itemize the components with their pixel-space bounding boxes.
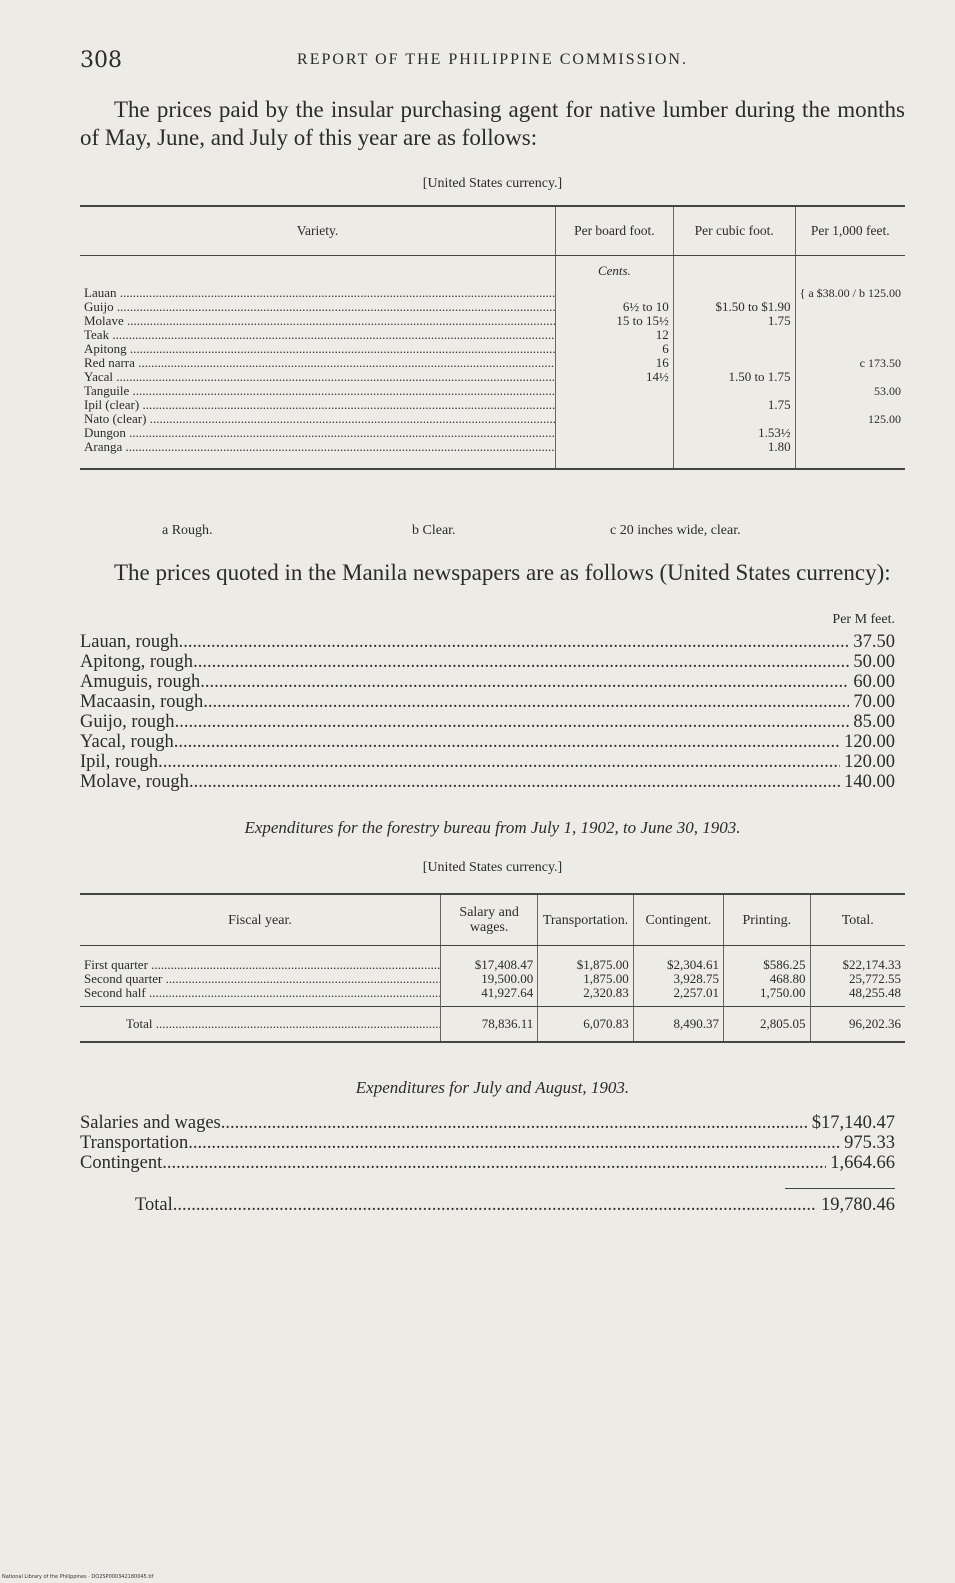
item-name: Guijo, rough [80, 712, 175, 732]
leader-dots [162, 1153, 826, 1173]
total-row [80, 1007, 905, 1043]
expenditures-caption: Expenditures for the forestry bureau from July 1, 1902, to June 30, 1903. [244, 818, 741, 837]
list-item [80, 692, 895, 712]
amount-cell: 25,772.55 [810, 972, 905, 986]
table-end-row [80, 454, 905, 469]
amount-cell: $17,408.47 [441, 958, 538, 972]
page-number: 308 [80, 48, 122, 73]
end-cell [556, 454, 674, 469]
variety-cell: Ipil (clear) ..... [80, 398, 556, 412]
list-item [80, 1133, 895, 1153]
fiscal-period-cell: Second half ..... [80, 986, 441, 1000]
table-row [80, 972, 905, 986]
exp-col-header: Printing. [724, 894, 811, 946]
per-thousand-cell [795, 426, 905, 440]
expenditures-table [80, 893, 905, 1043]
variety-cell: Dungon ..... [80, 426, 556, 440]
variety-cell: Nato (clear) ..... [80, 412, 556, 426]
expenditures-currency-note: [United States currency.] [422, 860, 563, 875]
col-variety: Variety. [80, 206, 556, 256]
item-name: Contingent [80, 1153, 163, 1173]
july-august-total [135, 1195, 895, 1215]
item-value: 60.00 [853, 672, 895, 692]
total-amount-cell: 78,836.11 [441, 1007, 538, 1043]
board-foot-cell [556, 286, 674, 300]
unit-blank [795, 256, 905, 287]
per-thousand-cell [795, 370, 905, 384]
variety-cell: Lauan ..... [80, 286, 556, 300]
table-row [80, 958, 905, 972]
variety-cell: Yacal ..... [80, 370, 556, 384]
leader-dots [174, 732, 840, 752]
cubic-foot-cell: 1.50 to 1.75 [673, 370, 795, 384]
list-item [80, 732, 895, 752]
total-row [135, 1195, 895, 1215]
cubic-foot-cell: $1.50 to $1.90 [673, 300, 795, 314]
variety-cell: Teak ..... [80, 328, 556, 342]
total-label: Total [135, 1195, 173, 1215]
item-value: 120.00 [844, 732, 895, 752]
per-thousand-cell: c 173.50 [795, 356, 905, 370]
cubic-foot-cell [673, 412, 795, 426]
item-value: 120.00 [844, 752, 895, 772]
list-item [80, 712, 895, 732]
unit-blank [673, 256, 795, 287]
list-item [80, 772, 895, 792]
board-foot-cell [556, 384, 674, 398]
per-thousand-cell [795, 300, 905, 314]
item-value: 85.00 [853, 712, 895, 732]
table-row [80, 398, 905, 412]
leader-dots [173, 1195, 817, 1215]
exp-col-header: Salary and wages. [441, 894, 538, 946]
amount-cell: 1,875.00 [538, 972, 633, 986]
newspaper-price-list [80, 632, 895, 792]
per-thousand-cell [795, 314, 905, 328]
table-row [80, 370, 905, 384]
list-item [80, 752, 895, 772]
cubic-foot-cell [673, 286, 795, 300]
item-value: 1,664.66 [830, 1153, 895, 1173]
sum-rule [785, 1188, 895, 1189]
cubic-foot-cell: 1.75 [673, 398, 795, 412]
total-value: 19,780.46 [821, 1195, 895, 1215]
per-thousand-cell: 53.00 [795, 384, 905, 398]
exp-col-header: Transportation. [538, 894, 633, 946]
total-amount-cell: 2,805.05 [724, 1007, 811, 1043]
spacer-cell [80, 946, 441, 959]
cubic-foot-cell: 1.53½ [673, 426, 795, 440]
variety-cell: Aranga ..... [80, 440, 556, 454]
table-row [80, 286, 905, 300]
exp-col-header: Total. [810, 894, 905, 946]
variety-cell: Guijo ..... [80, 300, 556, 314]
july-august-list [80, 1113, 895, 1173]
cubic-foot-cell: 1.75 [673, 314, 795, 328]
cubic-foot-cell [673, 356, 795, 370]
board-foot-cell [556, 426, 674, 440]
board-foot-cell [556, 440, 674, 454]
amount-cell: 468.80 [724, 972, 811, 986]
footnote-b: b Clear. [412, 523, 456, 538]
list-item [80, 1113, 895, 1133]
end-cell [795, 454, 905, 469]
table-row [80, 384, 905, 398]
total-amount-cell: 6,070.83 [538, 1007, 633, 1043]
list-item [80, 652, 895, 672]
variety-cell: Apitong ..... [80, 342, 556, 356]
intro-paragraph: The prices paid by the insular purchasing agent for native lumber during the months of May, June, and July of this year are as follows: [80, 97, 905, 150]
table-row [80, 356, 905, 370]
fiscal-period-cell: Second quarter ..... [80, 972, 441, 986]
table-row [80, 440, 905, 454]
amount-cell: 19,500.00 [441, 972, 538, 986]
table-row [80, 328, 905, 342]
exp-col-header: Fiscal year. [80, 894, 441, 946]
cubic-foot-cell: 1.80 [673, 440, 795, 454]
item-value: 50.00 [853, 652, 895, 672]
item-value: 70.00 [853, 692, 895, 712]
amount-cell: $22,174.33 [810, 958, 905, 972]
cubic-foot-cell [673, 342, 795, 356]
amount-cell: 48,255.48 [810, 986, 905, 1000]
leader-dots [221, 1113, 808, 1133]
total-amount-cell: 96,202.36 [810, 1007, 905, 1043]
per-thousand-cell: { a $38.00 / b 125.00 [795, 286, 905, 300]
leader-dots [175, 712, 850, 732]
board-foot-cell: 14½ [556, 370, 674, 384]
col-per-thousand: Per 1,000 feet. [795, 206, 905, 256]
variety-cell: Red narra ..... [80, 356, 556, 370]
table-row [80, 342, 905, 356]
amount-cell: $586.25 [724, 958, 811, 972]
board-foot-cell: 6 [556, 342, 674, 356]
per-thousand-cell [795, 440, 905, 454]
cents-label: Cents. [556, 256, 674, 287]
leader-dots [179, 632, 850, 652]
board-foot-cell: 6½ to 10 [556, 300, 674, 314]
report-title: REPORT OF THE PHILIPPINE COMMISSION. [297, 51, 688, 68]
leader-dots [188, 1133, 840, 1153]
col-cubic-foot: Per cubic foot. [673, 206, 795, 256]
table-row [80, 426, 905, 440]
board-foot-cell [556, 398, 674, 412]
footnote-a: a Rough. [162, 523, 213, 538]
board-foot-cell [556, 412, 674, 426]
per-m-feet-label: Per M feet. [832, 612, 895, 627]
lumber-price-table [80, 205, 905, 470]
col-board-foot: Per board foot. [556, 206, 674, 256]
cubic-foot-cell [673, 384, 795, 398]
amount-cell: 2,320.83 [538, 986, 633, 1000]
total-label-cell: Total ..... [80, 1007, 441, 1043]
board-foot-cell: 12 [556, 328, 674, 342]
item-name: Yacal, rough [80, 732, 174, 752]
leader-dots [189, 772, 840, 792]
running-header [80, 48, 905, 78]
variety-cell: Tanguile ..... [80, 384, 556, 398]
item-value: 975.33 [844, 1133, 895, 1153]
leader-dots [158, 752, 840, 772]
amount-cell: 3,928.75 [633, 972, 723, 986]
currency-note: [United States currency.] [422, 176, 563, 191]
fiscal-period-cell: First quarter ..... [80, 958, 441, 972]
cubic-foot-cell [673, 328, 795, 342]
per-thousand-cell [795, 328, 905, 342]
amount-cell: 41,927.64 [441, 986, 538, 1000]
amount-cell: 2,257.01 [633, 986, 723, 1000]
list-item [80, 1153, 895, 1173]
end-cell [673, 454, 795, 469]
amount-cell: $2,304.61 [633, 958, 723, 972]
end-cell [80, 454, 556, 469]
item-value: 140.00 [844, 772, 895, 792]
total-amount-cell: 8,490.37 [633, 1007, 723, 1043]
leader-dots [203, 692, 849, 712]
item-name: Apitong, rough [80, 652, 194, 672]
list-item [80, 632, 895, 652]
per-thousand-cell: 125.00 [795, 412, 905, 426]
item-name: Macaasin, rough [80, 692, 204, 712]
unit-blank [80, 256, 556, 287]
table-row [80, 412, 905, 426]
newspaper-paragraph: The prices quoted in the Manila newspapers are as follows (United States currency): [114, 560, 891, 585]
unit-row [80, 256, 905, 287]
per-thousand-cell [795, 342, 905, 356]
table-row [80, 300, 905, 314]
amount-cell: $1,875.00 [538, 958, 633, 972]
board-foot-cell: 15 to 15½ [556, 314, 674, 328]
board-foot-cell: 16 [556, 356, 674, 370]
table-row [80, 986, 905, 1000]
item-name: Ipil, rough [80, 752, 159, 772]
item-name: Transportation [80, 1133, 189, 1153]
leader-dots [200, 672, 849, 692]
item-name: Amuguis, rough [80, 672, 201, 692]
item-value: 37.50 [853, 632, 895, 652]
item-name: Salaries and wages [80, 1113, 221, 1133]
variety-cell: Molave ..... [80, 314, 556, 328]
scan-footer: National Library of the Philippines · DO2SP000342180045.tif [2, 1574, 154, 1580]
item-value: $17,140.47 [811, 1113, 895, 1133]
item-name: Lauan, rough [80, 632, 179, 652]
amount-cell: 1,750.00 [724, 986, 811, 1000]
july-august-caption: Expenditures for July and August, 1903. [355, 1078, 630, 1097]
footnote-c: c 20 inches wide, clear. [610, 523, 741, 538]
table-row [80, 314, 905, 328]
exp-col-header: Contingent. [633, 894, 723, 946]
list-item [80, 672, 895, 692]
item-name: Molave, rough [80, 772, 189, 792]
leader-dots [193, 652, 849, 672]
per-thousand-cell [795, 398, 905, 412]
